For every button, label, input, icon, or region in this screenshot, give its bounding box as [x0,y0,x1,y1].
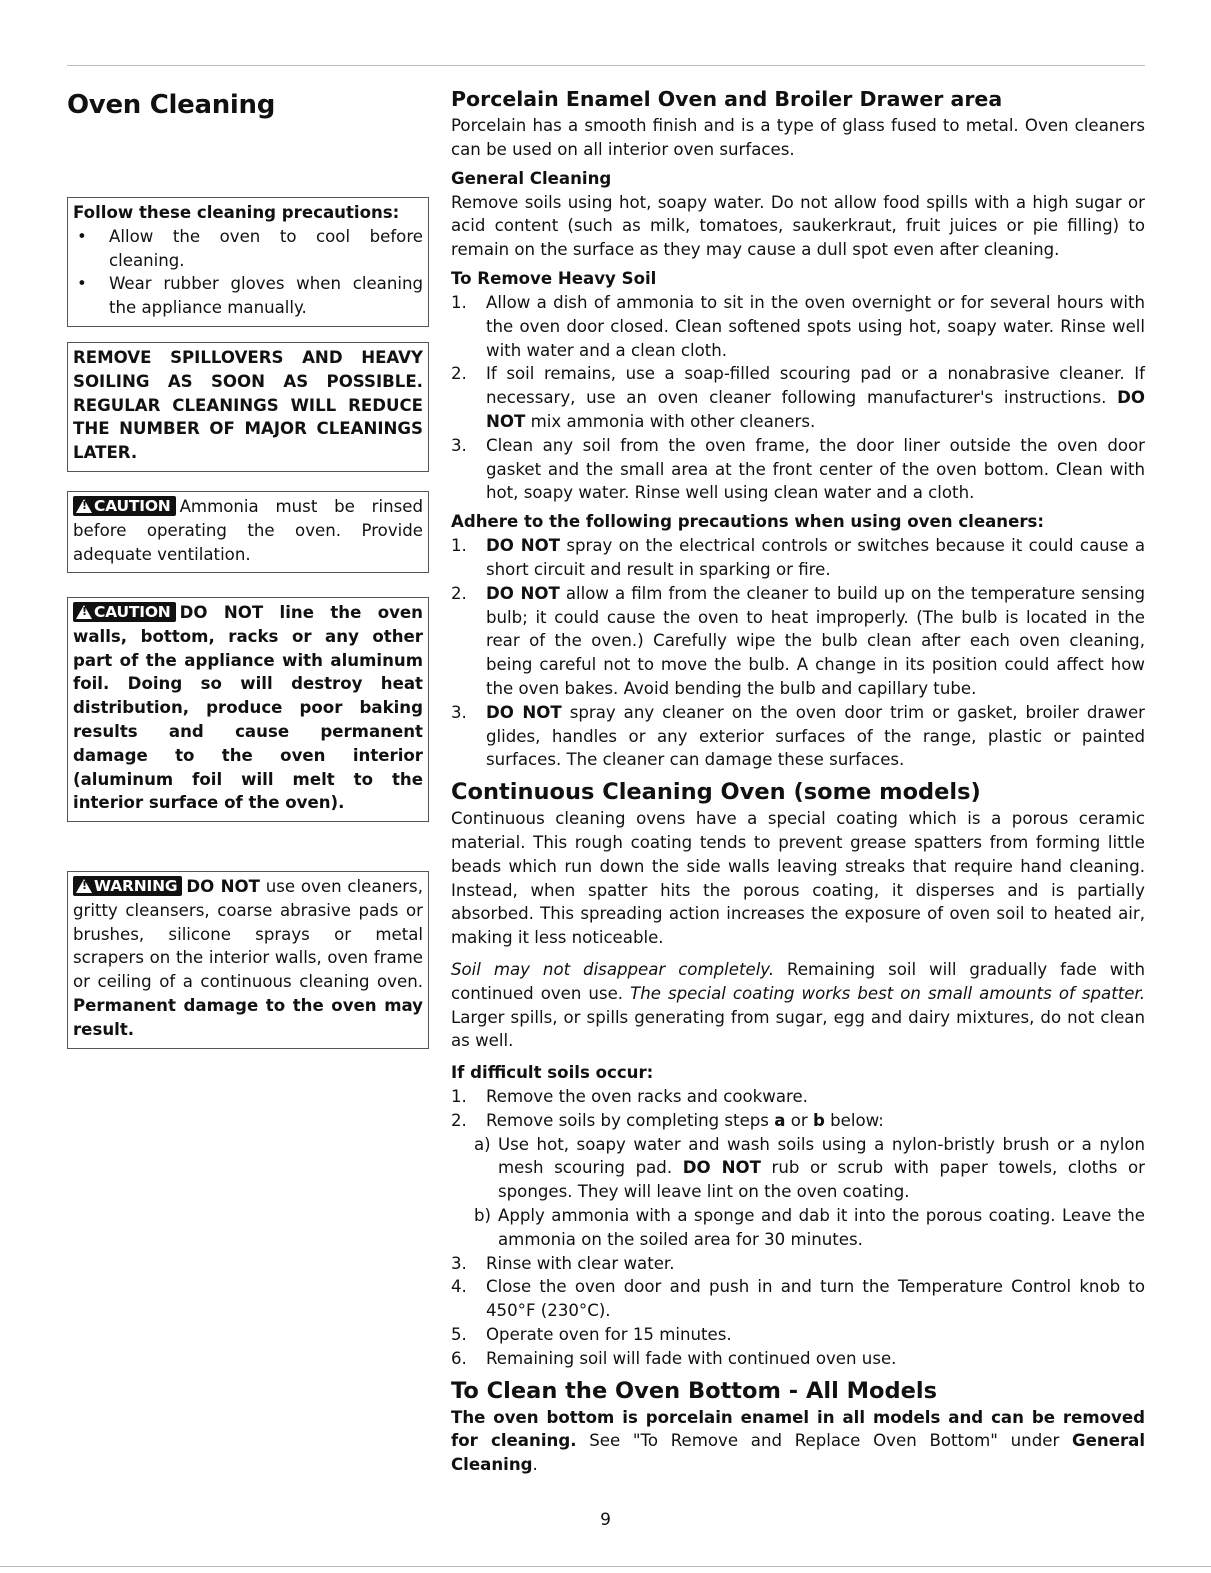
step-text: allow a film from the cleaner to build up on the temperature sensing bulb; it could cause the oven to heat improperly. (The bulb is located in the rear of the oven.) Carefully wipe the bulb clean after each oven cleaning, being careful not to move the bulb. A change in its position could affect how the oven bakes. Avoid bending the bulb and capillary tube. [486,583,1145,698]
porcelain-intro: Porcelain has a smooth finish and is a type of glass fused to metal. Oven cleaners can be used on all interior oven surfaces. [451,116,1145,159]
list-item: • Wear rubber gloves when cleaning the appliance manually. [73,272,423,320]
list-item [451,1204,1145,1252]
bottom-rule [0,1566,1211,1567]
step-bold: DO NOT [486,388,1145,431]
step-bold: a [774,1110,786,1130]
paragraph-text: Larger spills, or spills generating from sugar, egg and dairy mixtures, do not clean as well. [451,1007,1145,1051]
step-text: Apply ammonia with a sponge and dab it into the porous coating. Leave the ammonia on the soiled area for 30 minutes. [498,1206,1145,1249]
paragraph-text: . [532,1455,538,1475]
list-item [451,534,1145,582]
caution-badge-label: CAUTION [94,603,171,621]
step-text: Use hot, soapy water and wash soils using a nylon-bristly brush or a nylon mesh scouring pad. [498,1134,1145,1178]
list-item [451,1323,1145,1347]
paragraph-text: Remaining soil will gradually fade with continued oven use. [451,959,1145,1003]
step-bold: DO NOT [486,702,562,722]
sub-steps [451,1133,1145,1252]
step-bold: b [812,1110,825,1130]
paragraph-bold: General Cleaning [451,1431,1146,1475]
warning-text: use oven cleaners, gritty cleansers, coarse abrasive pads or brushes, silicone sprays or metal scrapers on the interior walls, oven frame or ceiling of a continuous cleaning oven. [73,877,423,992]
italic-text: Soil may not disappear completely. [451,959,775,979]
paragraph-bold: The oven bottom is porcelain enamel in all models and can be removed for cleaning. [451,1407,1145,1451]
step-text: Remove soils by completing steps [486,1110,775,1130]
top-rule [67,65,1145,66]
step-number: 4. [451,1277,467,1297]
precautions-box [67,197,429,327]
caution-foil-paragraph [73,601,423,815]
step-text: or [785,1110,813,1130]
step-bold: DO NOT [682,1158,761,1178]
step-number: 1. [451,1087,467,1107]
warning-lead: DO NOT [186,877,260,896]
step-number: b) [474,1206,492,1226]
caution-ammonia-text: Ammonia must be rinsed before operating the oven. Provide adequate ventilation. [73,497,423,564]
warning-triangle-icon [76,605,92,619]
step-number: 2. [451,583,467,603]
step-number: 5. [451,1325,467,1345]
step-bold: DO NOT [486,536,561,556]
difficult-soils-heading: If difficult soils occur: [451,1063,654,1083]
list-item [451,1347,1145,1371]
warning-triangle-icon [76,499,92,513]
remove-spillovers-box [67,342,429,472]
warning-bold-end: Permanent damage to the oven may result. [73,995,423,1039]
step-text: Remove the oven racks and cookware. [486,1087,808,1107]
continuous-paragraph-2 [451,958,1145,1053]
italic-text: The special coating works best on small amounts of spatter. [630,983,1145,1003]
list-item [451,582,1145,701]
step-text: If soil remains, use a soap-filled scouring pad or a nonabrasive cleaner. If necessary, use an oven cleaner following manufacturer's instructions. [486,364,1145,408]
list-item [451,1109,1145,1133]
precautions-list [73,225,423,320]
right-column [451,84,1145,1477]
step-text: spray on the electrical controls or switches because it could cause a short circuit and result in sparking or fire. [486,536,1145,579]
difficult-soils-steps [451,1085,1145,1133]
page-title: Oven Cleaning [67,90,276,120]
step-text: rub or scrub with paper towels, cloths or sponges. They will leave lint on the oven coating. [498,1158,1145,1202]
step-number: 3. [451,702,467,722]
left-column [67,84,428,126]
list-item [451,291,1145,362]
list-item [451,434,1145,505]
caution-badge [73,496,176,516]
general-cleaning-text: Remove soils using hot, soapy water. Do not allow food spills with a high sugar or acid content (such as milk, tomatoes, saukerkraut, fruit juices or pie filling) to remain on the surface as they may cause a dull spot even after cleaning. [451,192,1145,260]
step-text: spray any cleaner on the oven door trim or gasket, broiler drawer glides, handles or any exterior surfaces of the range, plastic or painted surfaces. The cleaner can damage these surfaces. [486,702,1145,770]
step-text: below: [824,1110,884,1130]
step-text: Allow a dish of ammonia to sit in the oven overnight or for several hours with the oven door closed. Clean softened spots using hot, soapy water. Rinse well with water and a clean cloth. [486,292,1145,360]
page-number: 9 [600,1510,611,1530]
adhere-heading: Adhere to the following precautions when using oven cleaners: [451,512,1045,532]
porcelain-heading: Porcelain Enamel Oven and Broiler Drawer area [451,87,1003,111]
warning-badge [73,876,182,896]
oven-bottom-heading: To Clean the Oven Bottom - All Models [451,1377,937,1404]
list-item [451,701,1145,772]
caution-foil-box [67,597,429,822]
caution-ammonia-paragraph [73,495,423,566]
step-number: 3. [451,1253,467,1273]
heavy-soil-heading: To Remove Heavy Soil [451,268,657,288]
step-bold: DO NOT [486,583,560,603]
step-number: 2. [451,1110,467,1130]
list-item [451,1085,1145,1109]
warning-badge-label: WARNING [94,877,178,895]
adhere-steps [451,534,1145,772]
list-item [451,1275,1145,1323]
difficult-soils-steps-continued [451,1252,1145,1371]
precautions-heading: Follow these cleaning precautions: [73,203,400,222]
step-text: Remaining soil will fade with continued oven use. [486,1348,897,1368]
step-number: 6. [451,1348,467,1368]
step-number: 1. [451,292,467,312]
caution-ammonia-box [67,491,429,573]
caution-badge-label: CAUTION [94,497,171,515]
list-item: • Allow the oven to cool before cleaning. [73,225,423,273]
step-number: a) [474,1134,491,1154]
continuous-paragraph-1: Continuous cleaning ovens have a special coating which is a porous ceramic material. This rough coating tends to prevent grease spatters from forming little beads which run down the side walls leaving streaks that require hand cleaning. Instead, when spatter hits the porous coating, it disperses and is partially absorbed. This spreading action increases the exposure of oven soil to heated air, making it less noticeable. [451,809,1145,948]
caution-badge [73,602,176,622]
warning-box [67,871,429,1049]
step-number: 3. [451,435,467,455]
general-cleaning-heading: General Cleaning [451,168,612,188]
heavy-soil-steps [451,291,1145,505]
list-item [451,1252,1145,1276]
list-item [451,1133,1145,1204]
step-text: Rinse with clear water. [486,1253,675,1273]
warning-triangle-icon [76,879,92,893]
step-text: Close the oven door and push in and turn the Temperature Control knob to 450°F (230°C). [486,1277,1145,1321]
step-number: 1. [451,536,467,556]
paragraph-text: See "To Remove and Replace Oven Bottom" under [576,1431,1072,1451]
warning-paragraph [73,875,423,1042]
caution-foil-text: DO NOT line the oven walls, bottom, racks or any other part of the appliance with aluminum foil. Doing so will destroy heat distribution, produce poor baking results and cause permanent damage to the oven interior (aluminum foil will melt to the interior surface of the oven). [73,603,423,813]
step-number: 2. [451,364,467,384]
step-text-rest: mix ammonia with other cleaners. [525,411,816,431]
step-text: Clean any soil from the oven frame, the door liner outside the oven door gasket and the small area at the front center of the oven bottom. Clean with hot, soapy water. Rinse well using clean water and a cloth. [486,435,1145,503]
continuous-heading: Continuous Cleaning Oven (some models) [451,779,981,806]
oven-bottom-paragraph [451,1406,1145,1477]
list-item [451,362,1145,433]
remove-spillovers-text: REMOVE SPILLOVERS AND HEAVY SOILING AS SOON AS POSSIBLE. REGULAR CLEANINGS WILL REDUCE THE NUMBER OF MAJOR CLEANINGS LATER. [73,348,423,463]
step-text: Operate oven for 15 minutes. [486,1325,732,1345]
